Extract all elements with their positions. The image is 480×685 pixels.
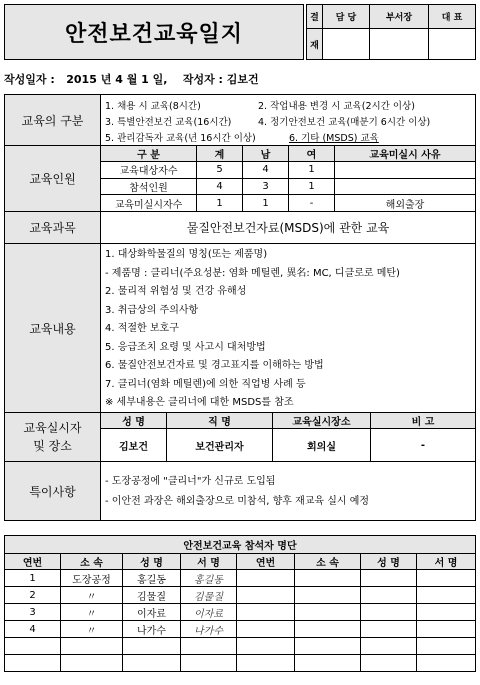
education-type-label: 교육의 구분 (4, 94, 101, 146)
instructor-name: 김보건 (101, 429, 167, 462)
content-line: 2. 물리적 위험성 및 건강 유해성 (105, 286, 247, 297)
personnel-cell: 참석인원 (101, 178, 197, 195)
date-day: 1 (141, 73, 149, 86)
personnel-cell: 1 (243, 195, 289, 212)
roster-signature[interactable]: 이자료 (181, 604, 237, 621)
education-type-item-4: 4. 정기안전보건 교육(매분기 6시간 이상) (258, 117, 431, 128)
roster-cell: 〃 (61, 621, 123, 638)
instructor-place: 회의실 (273, 429, 371, 462)
approval-header-manager: 부서장 (369, 5, 428, 29)
date-year: 2015 (66, 73, 97, 86)
roster-cell (5, 638, 61, 655)
roster-cell (237, 570, 295, 587)
instructor-label-line2: 및 장소 (33, 439, 72, 453)
content-label: 교육내용 (4, 243, 101, 413)
roster-cell: 김물질 (123, 587, 181, 604)
roster-signature[interactable] (417, 655, 476, 672)
roster-cell (361, 621, 417, 638)
roster-cell (295, 655, 361, 672)
personnel-header-female: 여 (289, 146, 335, 162)
instructor-label (4, 412, 101, 462)
date-day-unit: 일, (152, 73, 168, 86)
author-line (4, 71, 259, 87)
personnel-row (101, 195, 476, 212)
instructor-header-name: 성 명 (101, 413, 167, 429)
personnel-cell: 1 (289, 178, 335, 195)
table-row (5, 587, 476, 604)
roster-cell (237, 621, 295, 638)
table-row (5, 604, 476, 621)
roster-cell (295, 638, 361, 655)
instructor-remark: - (371, 429, 476, 462)
date-label: 작성일자 : (4, 73, 55, 86)
roster-cell: 나가수 (123, 621, 181, 638)
personnel-cell: 교육대상자수 (101, 162, 197, 179)
date-month-unit: 월 (126, 73, 138, 86)
roster-cell: 3 (5, 604, 61, 621)
roster-cell (361, 604, 417, 621)
approval-sign-staff[interactable] (323, 29, 370, 60)
content-panel (100, 243, 476, 413)
instructor-label-line1: 교육실시자 (23, 421, 82, 435)
notes-label: 특이사항 (4, 461, 101, 521)
roster-cell: 〃 (61, 587, 123, 604)
personnel-header-male: 남 (243, 146, 289, 162)
author-name: 김보건 (226, 73, 259, 86)
education-type-panel (100, 94, 476, 146)
table-row (5, 655, 476, 672)
roster-cell: 〃 (61, 604, 123, 621)
roster-cell (361, 638, 417, 655)
roster-header: 소 속 (295, 554, 361, 570)
content-line: 4. 적절한 보호구 (105, 323, 179, 334)
approval-sign-ceo[interactable] (429, 29, 476, 60)
roster-signature[interactable] (417, 621, 476, 638)
content-line: 1. 대상화학물질의 명칭(또는 제품명) (105, 249, 268, 260)
author-label: 작성자 : (182, 73, 223, 86)
instructor-title: 보건관리자 (167, 429, 273, 462)
personnel-header-category: 구 분 (101, 146, 197, 162)
roster-signature[interactable]: 김물질 (181, 587, 237, 604)
roster-signature[interactable] (181, 638, 237, 655)
education-type-item-5: 5. 관리감독자 교육(년 16시간 이상) (105, 133, 256, 144)
date-month: 4 (115, 73, 123, 86)
roster-cell (237, 587, 295, 604)
personnel-cell: 4 (197, 178, 243, 195)
notes-line: - 도장공정에 "클리너"가 신규로 도입됨 (105, 476, 276, 487)
roster-cell: 이자료 (123, 604, 181, 621)
roster-signature[interactable] (417, 638, 476, 655)
personnel-label: 교육인원 (4, 145, 101, 212)
personnel-header-total: 계 (197, 146, 243, 162)
approval-side-label-2: 재 (307, 29, 323, 60)
personnel-cell: 1 (197, 195, 243, 212)
table-row (5, 570, 476, 587)
personnel-cell (335, 178, 476, 195)
roster-cell: 도장공정 (61, 570, 123, 587)
roster-cell (123, 655, 181, 672)
roster-signature[interactable] (417, 587, 476, 604)
roster-signature[interactable]: 홍길동 (181, 570, 237, 587)
personnel-row (101, 178, 476, 195)
roster-signature[interactable]: 나가수 (181, 621, 237, 638)
personnel-cell: 3 (243, 178, 289, 195)
roster-cell: 4 (5, 621, 61, 638)
roster-header: 서 명 (181, 554, 237, 570)
roster-cell: 2 (5, 587, 61, 604)
roster-cell (237, 638, 295, 655)
attendee-roster-table (4, 535, 476, 672)
table-row (5, 638, 476, 655)
roster-signature[interactable] (417, 570, 476, 587)
roster-signature[interactable] (417, 604, 476, 621)
roster-cell (237, 655, 295, 672)
roster-header: 연번 (237, 554, 295, 570)
approval-sign-manager[interactable] (369, 29, 428, 60)
roster-cell (237, 604, 295, 621)
personnel-table (100, 145, 476, 212)
personnel-header-reason: 교육미실시 사유 (335, 146, 476, 162)
roster-cell (361, 587, 417, 604)
education-type-item-6: 6. 기타 (MSDS) 교육 (289, 133, 379, 144)
education-type-item-3: 3. 특별안전보건 교육(16시간) (105, 117, 232, 128)
roster-cell (295, 604, 361, 621)
content-line: 5. 응급조치 요령 및 사고시 대처방법 (105, 341, 266, 353)
personnel-cell: 해외출장 (335, 195, 476, 212)
content-line: 7. 클리너(염화 메틸렌)에 의한 직업병 사례 등 (105, 378, 306, 390)
personnel-cell: - (289, 195, 335, 212)
roster-cell: 홍길동 (123, 570, 181, 587)
roster-cell: 1 (5, 570, 61, 587)
roster-header: 소 속 (61, 554, 123, 570)
personnel-cell: 1 (289, 162, 335, 179)
personnel-cell: 교육미실시자수 (101, 195, 197, 212)
table-row (5, 621, 476, 638)
personnel-cell (335, 162, 476, 179)
document-title: 안전보건교육일지 (4, 4, 304, 60)
roster-cell (361, 655, 417, 672)
roster-cell (61, 638, 123, 655)
instructor-header-place: 교육실시장소 (273, 413, 371, 429)
subject-label: 교육과목 (4, 211, 101, 244)
date-year-unit: 년 (100, 73, 112, 86)
content-line: ※ 세부내용은 클리너에 대한 MSDS를 참조 (105, 397, 294, 408)
roster-header: 성 명 (361, 554, 417, 570)
roster-cell (295, 587, 361, 604)
roster-header: 연번 (5, 554, 61, 570)
instructor-table (100, 412, 476, 462)
roster-header: 성 명 (123, 554, 181, 570)
content-line: 6. 물질안전보건자료 및 경고표지를 이해하는 방법 (105, 360, 324, 371)
personnel-cell: 5 (197, 162, 243, 179)
roster-cell (61, 655, 123, 672)
approval-table (306, 4, 476, 60)
instructor-header-title: 직 명 (167, 413, 273, 429)
roster-title: 안전보건교육 참석자 명단 (5, 536, 476, 554)
content-line: - 제품명 : 클리너(주요성분: 염화 메틸렌, 異名: MC, 디클로로 메탄) (105, 267, 400, 279)
instructor-header-remark: 비 고 (371, 413, 476, 429)
approval-header-staff: 담 당 (323, 5, 370, 29)
content-line: 3. 취급상의 주의사항 (105, 304, 199, 316)
education-type-item-2: 2. 작업내용 변경 시 교육(2시간 이상) (258, 101, 415, 112)
approval-side-label-1: 결 (307, 5, 323, 29)
personnel-cell: 4 (243, 162, 289, 179)
subject-value: 물질안전보건자료(MSDS)에 관한 교육 (100, 211, 476, 244)
roster-cell (123, 638, 181, 655)
roster-cell (295, 570, 361, 587)
personnel-row (101, 162, 476, 179)
roster-header: 서 명 (417, 554, 476, 570)
roster-cell (295, 621, 361, 638)
education-type-item-1: 1. 채용 시 교육(8시간) (105, 101, 201, 112)
roster-cell (361, 570, 417, 587)
notes-line: - 이안전 과장은 해외출장으로 미참석, 향후 재교육 실시 예정 (105, 496, 370, 507)
approval-header-ceo: 대 표 (429, 5, 476, 29)
roster-signature[interactable] (181, 655, 237, 672)
notes-panel (100, 461, 476, 521)
roster-cell (5, 655, 61, 672)
